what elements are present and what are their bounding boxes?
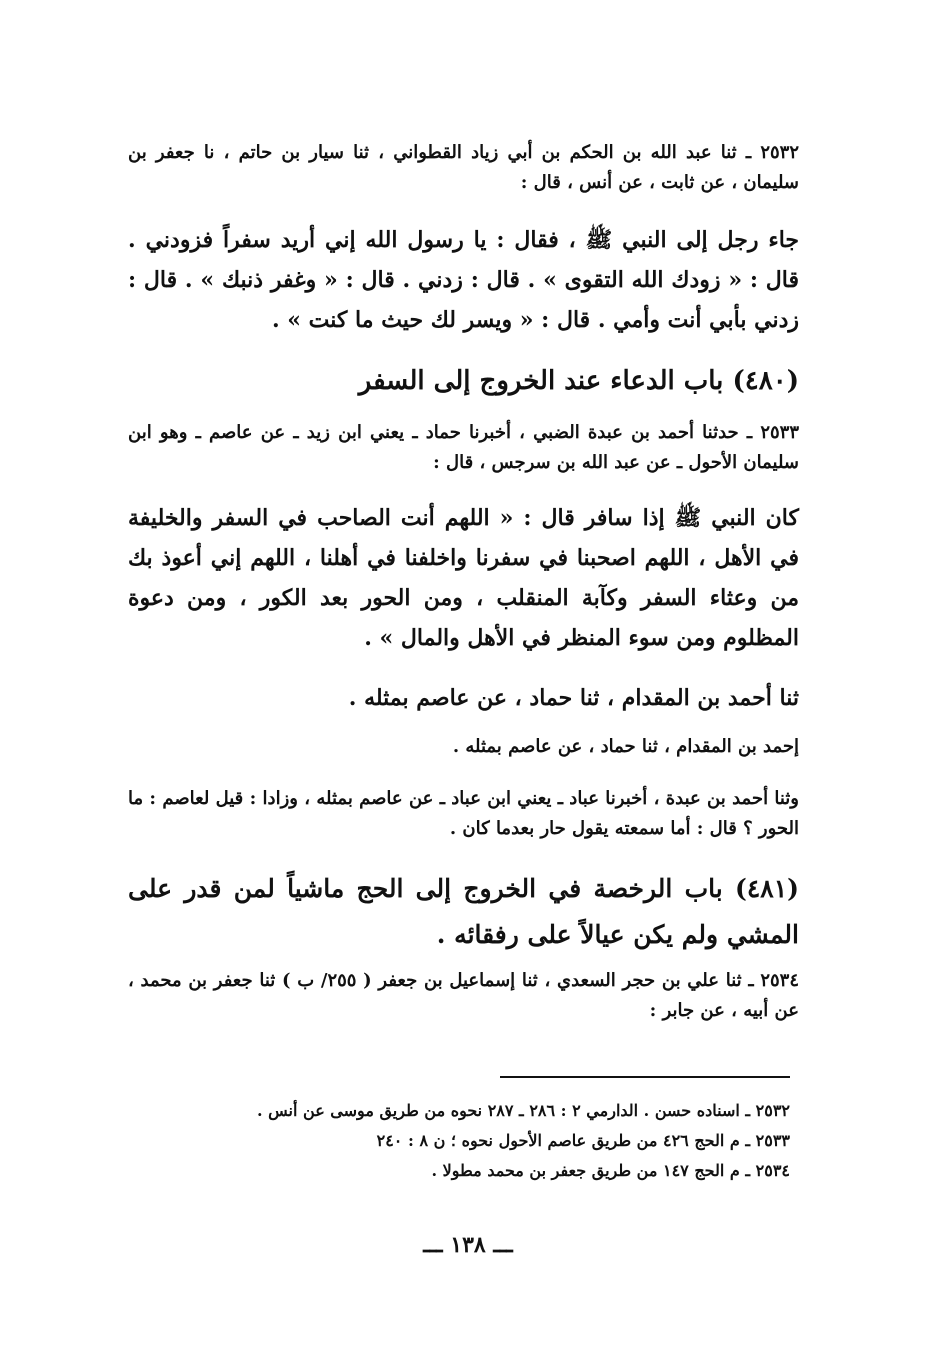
- footnote-2533: ٢٥٣٣ ـ م الحج ٤٢٦ من طريق عاصم الأحول نحوه ؛ ن ٨ : ٢٤٠: [376, 1131, 790, 1150]
- footnote-2532: ٢٥٣٢ ـ اسناده حسن . الدارمي ٢ : ٢٨٦ ـ ٢٨٧ نحوه من طريق موسى عن أنس .: [257, 1101, 790, 1120]
- hadith-2533-chain-1: ثنا أحمد بن المقدام ، ثنا حماد ، عن عاصم بمثله .: [348, 685, 799, 711]
- page-number: ـــ ١٣٨ ـــ: [423, 1232, 513, 1258]
- footnotes: [128, 1096, 790, 1186]
- hadith-2532-isnad: ٢٥٣٢ ـ ثنا عبد الله بن الحكم بن أبي زياد القطواني ، ثنا سيار بن حاتم ، نا جعفر بن سليمان ، عن ثابت ، عن أنس ، قال :: [128, 142, 799, 193]
- hadith-2532-matn: جاء رجل إلى النبي ﷺ ، فقال : يا رسول الله إني أريد سفراً فزودني . قال : « زودك الله التقوى » . قال : زدني . قال : « وغفر ذنبك » . قال : زدني بأبي أنت وأمي . قال : « ويسر لك حيث ما كنت » .: [128, 227, 799, 333]
- hadith-2534-isnad: ٢٥٣٤ ـ ثنا علي بن حجر السعدي ، ثنا إسماعيل بن جعفر ( ٢٥٥/ ب ) ثنا جعفر بن محمد ، عن أبيه ، عن جابر :: [128, 970, 800, 1021]
- hadith-2533-chain-2: إحمد بن المقدام ، ثنا حماد ، عن عاصم بمثله .: [452, 736, 799, 757]
- footnote-2534: ٢٥٣٤ ـ م الحج ١٤٧ من طريق جعفر بن محمد مطولا .: [431, 1161, 790, 1180]
- hadith-2533-isnad: ٢٥٣٣ ـ حدثنا أحمد بن عبدة الضبي ، أخبرنا حماد ـ يعني ابن زيد ـ عن عاصم ـ وهو ابن سليمان الأحول ـ عن عبد الله بن سرجس ، قال :: [128, 422, 799, 473]
- footnote-divider: [500, 1076, 790, 1078]
- chapter-480-heading: (٤٨٠) باب الدعاء عند الخروج إلى السفر: [358, 366, 799, 396]
- chapter-481-heading: (٤٨١) باب الرخصة في الخروج إلى الحج ماشياً لمن قدر على المشي ولم يكن عيالاً على رفقائه .: [128, 874, 799, 949]
- hadith-2533-chain-3: وثنا أحمد بن عبدة ، أخبرنا عباد ـ يعني ابن عباد ـ عن عاصم بمثله ، وزادا : قيل لعاصم : ما الحور ؟ قال : أما سمعته يقول حار بعدما كان .: [128, 788, 799, 839]
- hadith-2533-matn: كان النبي ﷺ إذا سافر قال : « اللهم أنت الصاحب في السفر والخليفة في الأهل ، اللهم اصحبنا في سفرنا واخلفنا في أهلنا ، اللهم إني أعوذ بك من وعثاء السفر وكآبة المنقلب ، ومن الحور بعد الكور ، ومن دعوة المظلوم ومن سوء المنظر في الأهل والمال » .: [128, 505, 799, 651]
